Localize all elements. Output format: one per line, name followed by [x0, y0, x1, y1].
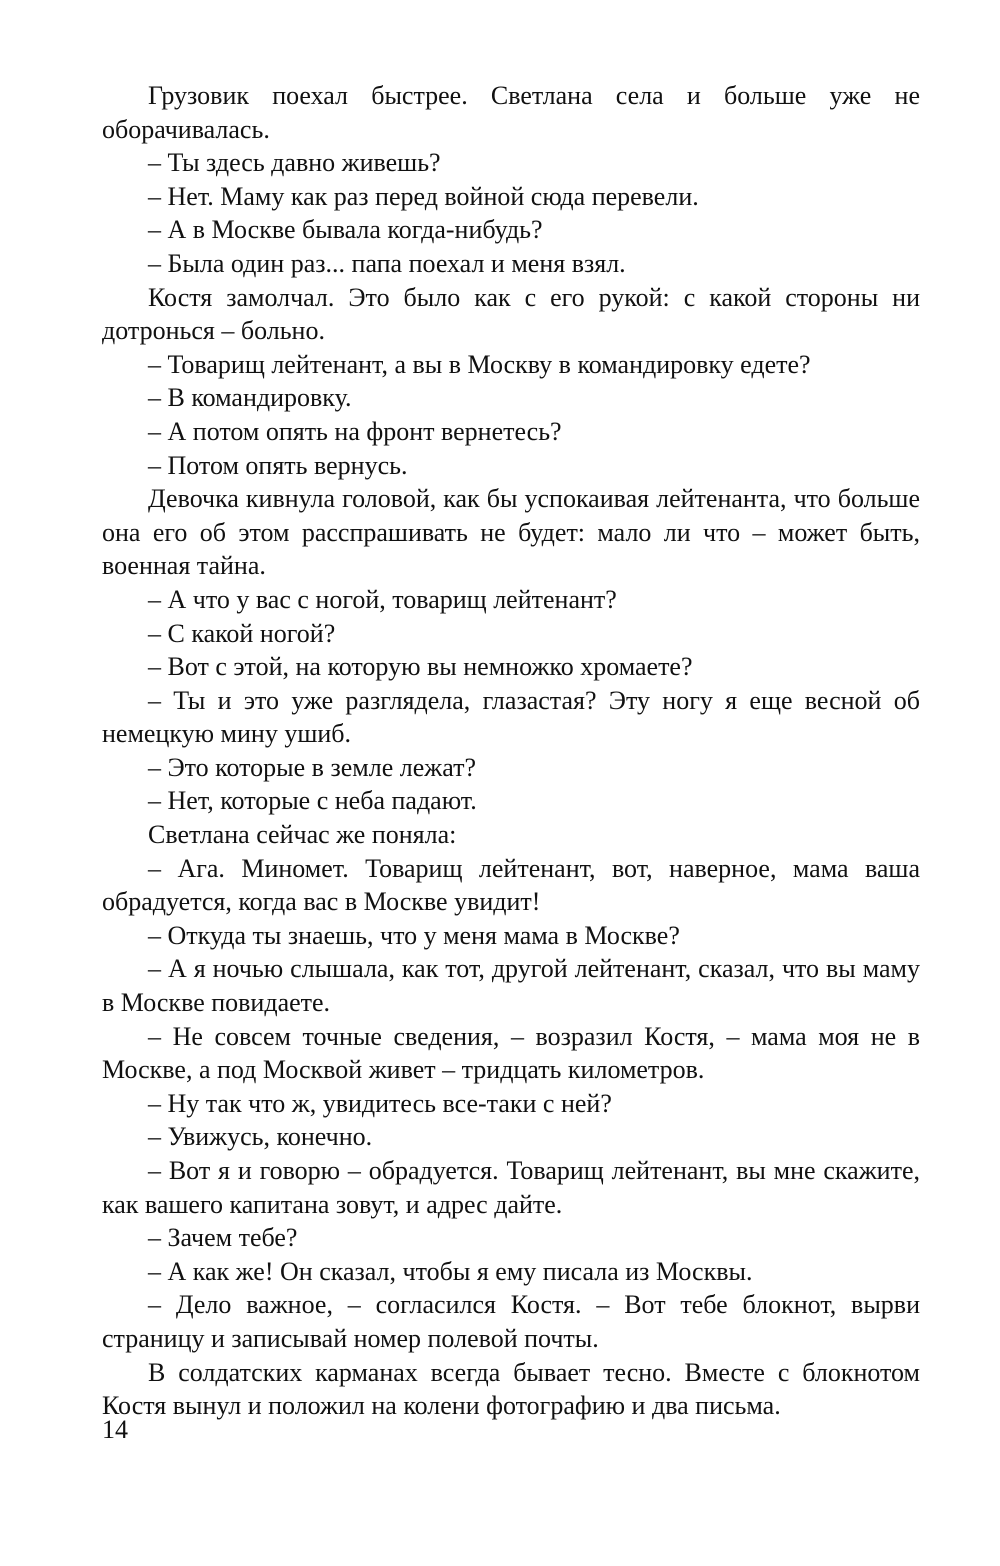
- paragraph-7: – Товарищ лейтенант, а вы в Москву в командировку едете?: [148, 349, 811, 379]
- paragraph-20: – Откуда ты знаешь, что у меня мама в Москве?: [148, 920, 680, 950]
- paragraph-26: – Зачем тебе?: [148, 1223, 298, 1253]
- paragraph-25: – Вот я и говорю – обрадуется. Товарищ лейтенант, вы мне скажите, как вашего капитана зовут, и адрес дайте.: [102, 1156, 920, 1219]
- paragraph-11: Девочка кивнула головой, как бы успокаивая лейтенанта, что больше она его об этом расспрашивать не будет: мало ли что – может быть, военная тайна.: [102, 484, 920, 581]
- paragraph-22: – Не совсем точные сведения, – возразил Костя, – мама моя не в Москве, а под Москвой живет – тридцать километров.: [102, 1021, 920, 1085]
- paragraph-12: – А что у вас с ногой, товарищ лейтенант?: [148, 584, 617, 614]
- page-text: [102, 79, 920, 1423]
- page-number: 14: [102, 1415, 128, 1444]
- paragraph-5: – Была один раз... папа поехал и меня взял.: [148, 248, 626, 278]
- paragraph-14: – Вот с этой, на которую вы немножко хромаете?: [148, 652, 693, 682]
- paragraph-27: – А как же! Он сказал, чтобы я ему писала из Москвы.: [148, 1256, 753, 1286]
- paragraph-16: – Это которые в земле лежат?: [148, 752, 476, 782]
- paragraph-24: – Увижусь, конечно.: [148, 1122, 373, 1152]
- paragraph-21: – А я ночью слышала, как тот, другой лейтенант, сказал, что вы маму в Москве повидаете.: [102, 954, 920, 1018]
- paragraph-9: – А потом опять на фронт вернетесь?: [148, 416, 562, 446]
- paragraph-6: Костя замолчал. Это было как с его рукой: с какой стороны ни дотронься – больно.: [102, 282, 920, 346]
- paragraph-13: – С какой ногой?: [148, 618, 336, 648]
- paragraph-19: – Ага. Миномет. Товарищ лейтенант, вот, наверное, мама ваша обрадуется, когда вас в Москве увидит!: [102, 853, 920, 917]
- paragraph-15: – Ты и это уже разглядела, глазастая? Эту ногу я еще весной об немецкую мину ушиб.: [102, 685, 920, 749]
- paragraph-3: – Нет. Маму как раз перед войной сюда перевели.: [148, 181, 699, 211]
- paragraph-4: – А в Москве бывала когда-нибудь?: [148, 215, 543, 245]
- paragraph-1: Грузовик поехал быстрее. Светлана села и больше уже не оборачивалась.: [102, 81, 920, 144]
- paragraph-10: – Потом опять вернусь.: [148, 450, 408, 480]
- paragraph-29: В солдатских карманах всегда бывает тесно. Вместе с блокнотом Костя вынул и положил на колени фотографию и два письма.: [102, 1357, 920, 1421]
- paragraph-8: – В командировку.: [148, 383, 352, 413]
- paragraph-28: – Дело важное, – согласился Костя. – Вот тебе блокнот, вырви страницу и записывай номер полевой почты.: [102, 1290, 920, 1353]
- paragraph-18: Светлана сейчас же поняла:: [148, 820, 457, 850]
- paragraph-17: – Нет, которые с неба падают.: [148, 786, 477, 816]
- paragraph-23: – Ну так что ж, увидитесь все-таки с ней?: [148, 1088, 612, 1118]
- paragraph-2: – Ты здесь давно живешь?: [148, 148, 441, 178]
